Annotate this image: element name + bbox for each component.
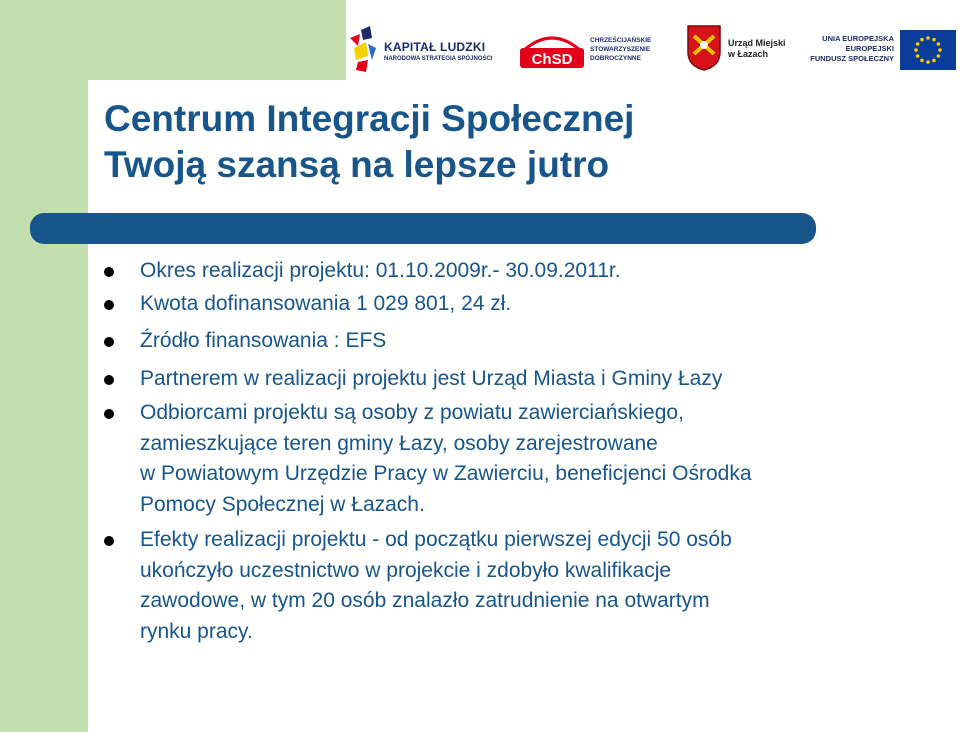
chsd-abbr: ChSD — [531, 51, 573, 68]
list-item — [0, 256, 960, 287]
bullet-dot-icon — [104, 300, 114, 310]
list-item-text: ukończyło uczestnictwo w projekcie i zdobyło kwalifikacje — [140, 558, 672, 582]
kapital-ludzki-name: KAPITAŁ LUDZKI — [384, 40, 486, 54]
kapital-ludzki-subtitle: NARODOWA STRATEGIA SPÓJNOŚCI — [384, 56, 493, 62]
list-item-text: Okres realizacji projektu: 01.10.2009r.- 30.09.2011r. — [140, 259, 621, 282]
chsd-name-line: STOWARZYSZENIE — [590, 46, 651, 53]
eu-flag-icon — [900, 30, 956, 70]
list-item-text: w Powiatowym Urzędzie Pracy w Zawierciu, beneficjenci Ośrodka — [140, 462, 752, 485]
list-item — [0, 289, 960, 320]
urzad-name-line: w Łazach — [728, 49, 769, 59]
list-item-text: zawodowe, w tym 20 osób znalazło zatrudnienie na otwartym — [140, 589, 710, 612]
urzad-name-line: Urząd Miejski — [728, 38, 786, 48]
list-item — [0, 398, 960, 520]
bullet-dot-icon — [104, 267, 114, 277]
chsd-name — [590, 36, 651, 63]
chsd-name-line: CHRZEŚCIJAŃSKIE — [590, 37, 652, 44]
bullet-dot-icon — [104, 337, 114, 347]
list-item-text: Efekty realizacji projektu - od początku pierwszej edycji 50 osób — [140, 528, 732, 551]
eu-name-line: EUROPEJSKI — [845, 44, 894, 53]
urzad-miejski-name — [728, 38, 786, 60]
title-divider-bar — [30, 213, 816, 244]
list-item — [0, 326, 960, 357]
urzad-miejski-logo — [686, 24, 796, 74]
eu-name — [808, 34, 894, 64]
list-item-text: Pomocy Społecznej w Łazach. — [140, 492, 425, 516]
chsd-name-line: DOBROCZYNNE — [590, 55, 641, 62]
page-title — [104, 96, 634, 188]
bullet-dot-icon — [104, 375, 114, 385]
bullet-dot-icon — [104, 536, 114, 546]
list-item — [0, 364, 960, 395]
list-item-text: Źródło finansowania : EFS — [140, 329, 387, 352]
green-header-decoration — [0, 0, 346, 80]
eu-name-line: FUNDUSZ SPOŁECZNY — [810, 54, 894, 63]
eu-name-line: UNIA EUROPEJSKA — [822, 34, 894, 43]
bullet-list — [0, 256, 960, 647]
coat-of-arms-icon — [686, 24, 722, 72]
list-item-text: Odbiorcami projektu są osoby z powiatu zawierciańskiego, — [140, 401, 684, 424]
eu-logo — [808, 28, 960, 72]
list-item-text: rynku pracy. — [140, 619, 253, 643]
bullet-dot-icon — [104, 409, 114, 419]
kapital-ludzki-emblem-icon — [346, 24, 380, 74]
chsd-emblem-icon — [518, 30, 586, 70]
title-line-2: Twoją szansą na lepsze jutro — [104, 144, 610, 185]
title-line-1: Centrum Integracji Społecznej — [104, 98, 635, 139]
kapital-ludzki-logo — [346, 24, 498, 74]
list-item — [0, 525, 960, 647]
list-item-text: Partnerem w realizacji projektu jest Urząd Miasta i Gminy Łazy — [140, 366, 723, 390]
list-item-text: Kwota dofinansowania 1 029 801, 24 zł. — [140, 291, 512, 315]
list-item-text: zamieszkujące teren gminy Łazy, osoby zarejestrowane — [140, 431, 658, 455]
chsd-logo — [516, 22, 666, 74]
